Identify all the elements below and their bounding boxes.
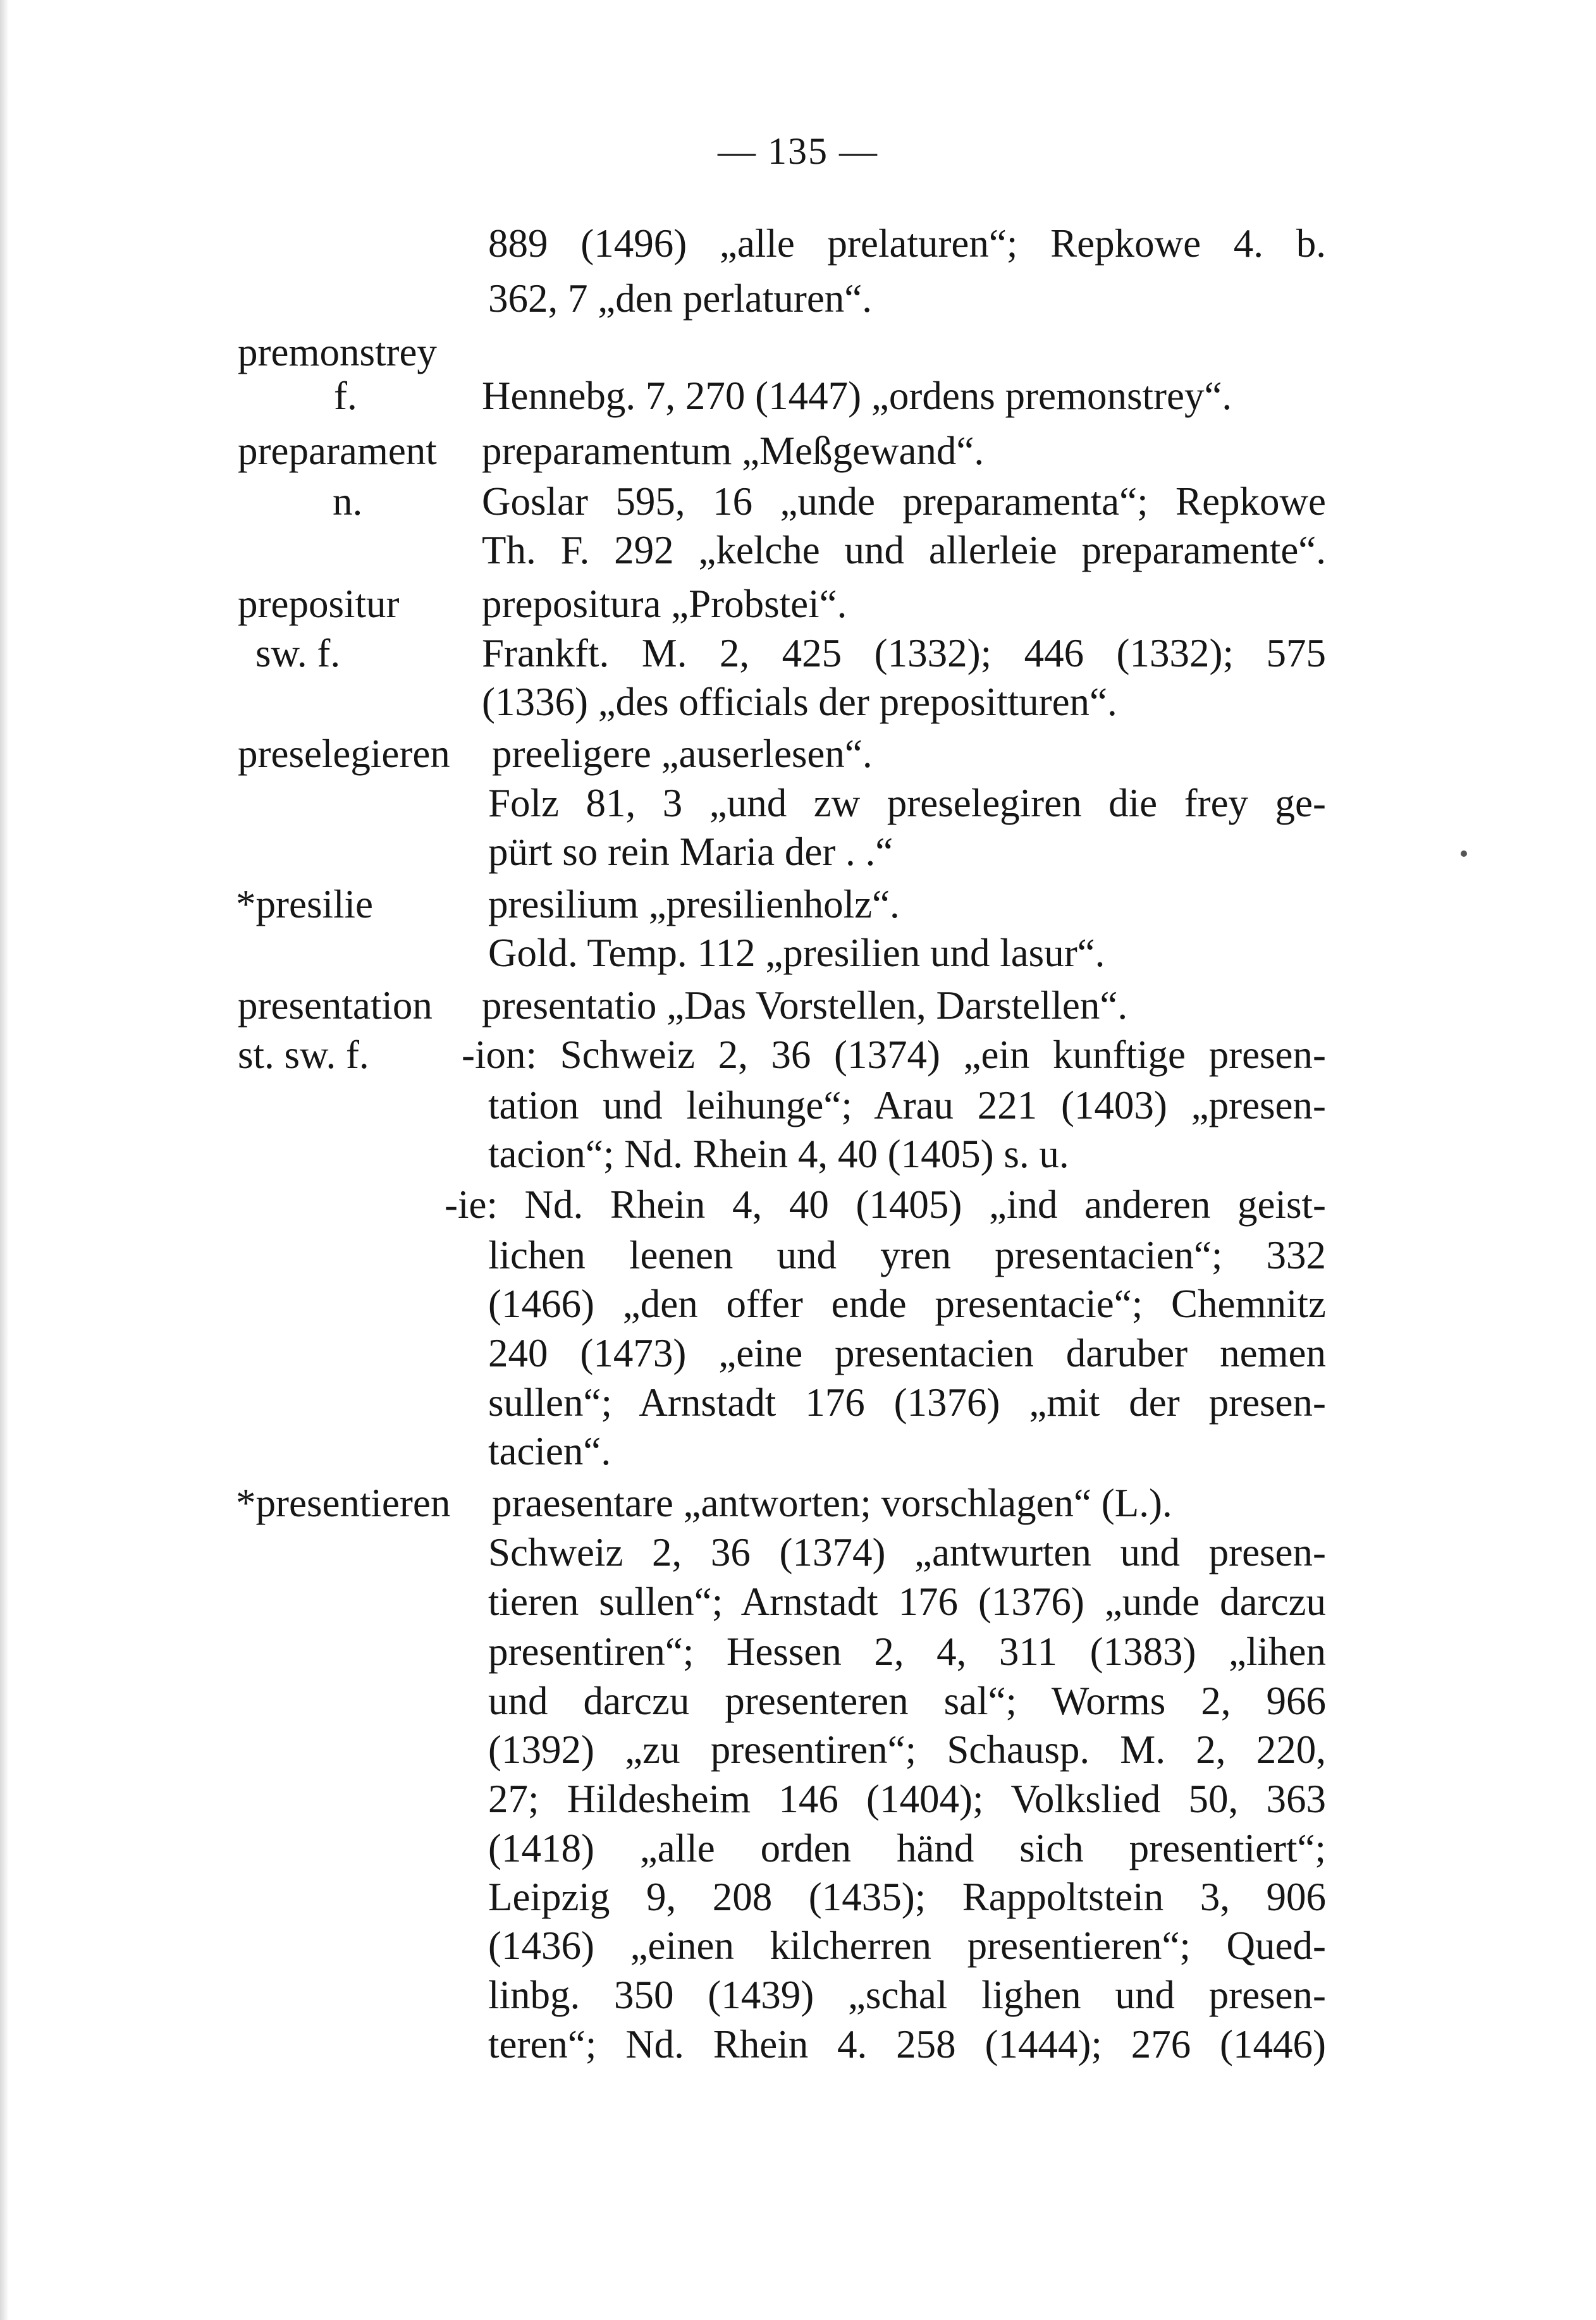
entry-line: [0, 879, 1596, 930]
entry-line: [0, 579, 1596, 629]
lemma-headword: premonstrey: [238, 330, 437, 374]
entry-line: [0, 371, 1596, 421]
lemma-headword: prepositur: [238, 582, 400, 626]
entry-text: Th. F. 292 „kelche und allerleie preparamente“.: [482, 528, 1326, 572]
entry-text: -ion: Schweiz 2, 36 (1374) „ein kunftige presen-: [462, 1033, 1326, 1077]
lemma-headword: *presilie: [236, 882, 373, 926]
entry-line: [0, 218, 1596, 269]
entry-line: [0, 778, 1596, 828]
entry-line: [0, 1527, 1596, 1578]
entry-line: [0, 1676, 1596, 1726]
entry-line: [0, 476, 1596, 527]
entry-line: [0, 2019, 1596, 2070]
entry-text: lichen leenen und yren presentacien“; 332: [488, 1233, 1326, 1277]
entry-text: preeligere „auserlesen“.: [492, 732, 873, 776]
entry-line: [0, 1823, 1596, 1874]
entry-text: praesentare „antworten; vorschlagen“ (L.).: [492, 1481, 1172, 1525]
entry-text: presentiren“; Hessen 2, 4, 311 (1383) „lihen: [488, 1630, 1326, 1674]
entry-line: [0, 1230, 1596, 1280]
entry-text: Folz 81, 3 „und zw preselegiren die frey ge-: [488, 781, 1326, 825]
entry-line: [0, 1576, 1596, 1627]
entry-line: [0, 426, 1596, 476]
entry-text: prepositura „Probstei“.: [482, 582, 847, 626]
grammar-label: st. sw. f.: [238, 1033, 369, 1077]
entry-text: linbg. 350 (1439) „schal lighen und presen-: [488, 1973, 1326, 2017]
page-number: — 135 —: [718, 130, 878, 172]
entry-line: [0, 1129, 1596, 1179]
entry-text: Gold. Temp. 112 „presilien und lasur“.: [488, 931, 1105, 975]
entry-text: Leipzig 9, 208 (1435); Rappoltstein 3, 906: [488, 1875, 1326, 1919]
entry-line: [0, 525, 1596, 575]
entry-text: tation und leihunge“; Arau 221 (1403) „presen-: [488, 1083, 1326, 1127]
lemma-headword: preselegieren: [238, 732, 450, 776]
entry-text: sullen“; Arnstadt 176 (1376) „mit der presen-: [488, 1380, 1326, 1425]
entry-text: Schweiz 2, 36 (1374) „antwurten und presen-: [488, 1530, 1326, 1574]
entry-line: [0, 628, 1596, 678]
entry-text: 240 (1473) „eine presentacien daruber nemen: [488, 1331, 1326, 1375]
entry-text: (1392) „zu presentiren“; Schausp. M. 2, 220,: [488, 1728, 1326, 1772]
entry-text: (1336) „des officials der prepositturen“.: [482, 680, 1117, 724]
entry-line: [0, 1279, 1596, 1329]
entry-text: presilium „presilienholz“.: [488, 882, 900, 926]
entry-line: [0, 273, 1596, 324]
entry-line: [0, 728, 1596, 779]
entry-line: [0, 1626, 1596, 1677]
entry-text: tacion“; Nd. Rhein 4, 40 (1405) s. u.: [488, 1132, 1069, 1176]
entry-text: Hennebg. 7, 270 (1447) „ordens premonstrey“.: [482, 374, 1232, 418]
entry-line: [0, 928, 1596, 978]
entry-line: [0, 980, 1596, 1031]
entry-line: [0, 1478, 1596, 1528]
entry-text: tieren sullen“; Arnstadt 176 (1376) „unde darczu: [488, 1580, 1326, 1624]
lemma-headword: preparament: [238, 429, 437, 473]
entry-text: 27; Hildesheim 146 (1404); Volkslied 50, 363: [488, 1777, 1326, 1821]
lemma-headword: *presentieren: [236, 1481, 451, 1525]
entry-line: [0, 1920, 1596, 1971]
entry-text: (1466) „den offer ende presentacie“; Chemnitz: [488, 1282, 1326, 1326]
entry-text: -ie: Nd. Rhein 4, 40 (1405) „ind anderen geist-: [445, 1182, 1326, 1227]
entry-text: 889 (1496) „alle prelaturen“; Repkowe 4. b.: [488, 221, 1326, 266]
entry-text: (1436) „einen kilcherren presentieren“; Qued-: [488, 1924, 1326, 1968]
entry-text: preparamentum „Meßgewand“.: [482, 429, 985, 473]
entry-text: presentatio „Das Vorstellen, Darstellen“.: [482, 983, 1128, 1028]
entry-line: [0, 1328, 1596, 1378]
entry-text: und darczu presenteren sal“; Worms 2, 966: [488, 1679, 1326, 1723]
entry-line: [0, 327, 1596, 377]
entry-line: [0, 826, 1596, 877]
entry-text: tacien“.: [488, 1429, 611, 1473]
entry-text: (1418) „alle orden händ sich presentiert“;: [488, 1826, 1326, 1870]
entry-line: [0, 1426, 1596, 1476]
entry-line: [0, 1029, 1596, 1080]
entry-line: [0, 1872, 1596, 1922]
entry-line: [0, 1377, 1596, 1428]
entry-text: Goslar 595, 16 „unde preparamenta“; Repkowe: [482, 479, 1326, 524]
grammar-label: sw. f.: [255, 631, 341, 675]
entry-text: 362, 7 „den perlaturen“.: [488, 276, 872, 321]
entry-line: [0, 1970, 1596, 2020]
grammar-label: f.: [334, 374, 357, 418]
lemma-headword: presentation: [238, 983, 433, 1028]
entry-text: Frankft. M. 2, 425 (1332); 446 (1332); 575: [482, 631, 1326, 675]
entry-text: teren“; Nd. Rhein 4. 258 (1444); 276 (1446): [488, 2022, 1326, 2066]
entry-line: [0, 1179, 1596, 1230]
entry-line: [0, 1080, 1596, 1131]
grammar-label: n.: [333, 479, 363, 524]
entry-text: pürt so rein Maria der . .“: [488, 830, 893, 874]
entry-line: [0, 1774, 1596, 1824]
entry-line: [0, 1724, 1596, 1775]
entry-line: [0, 677, 1596, 727]
